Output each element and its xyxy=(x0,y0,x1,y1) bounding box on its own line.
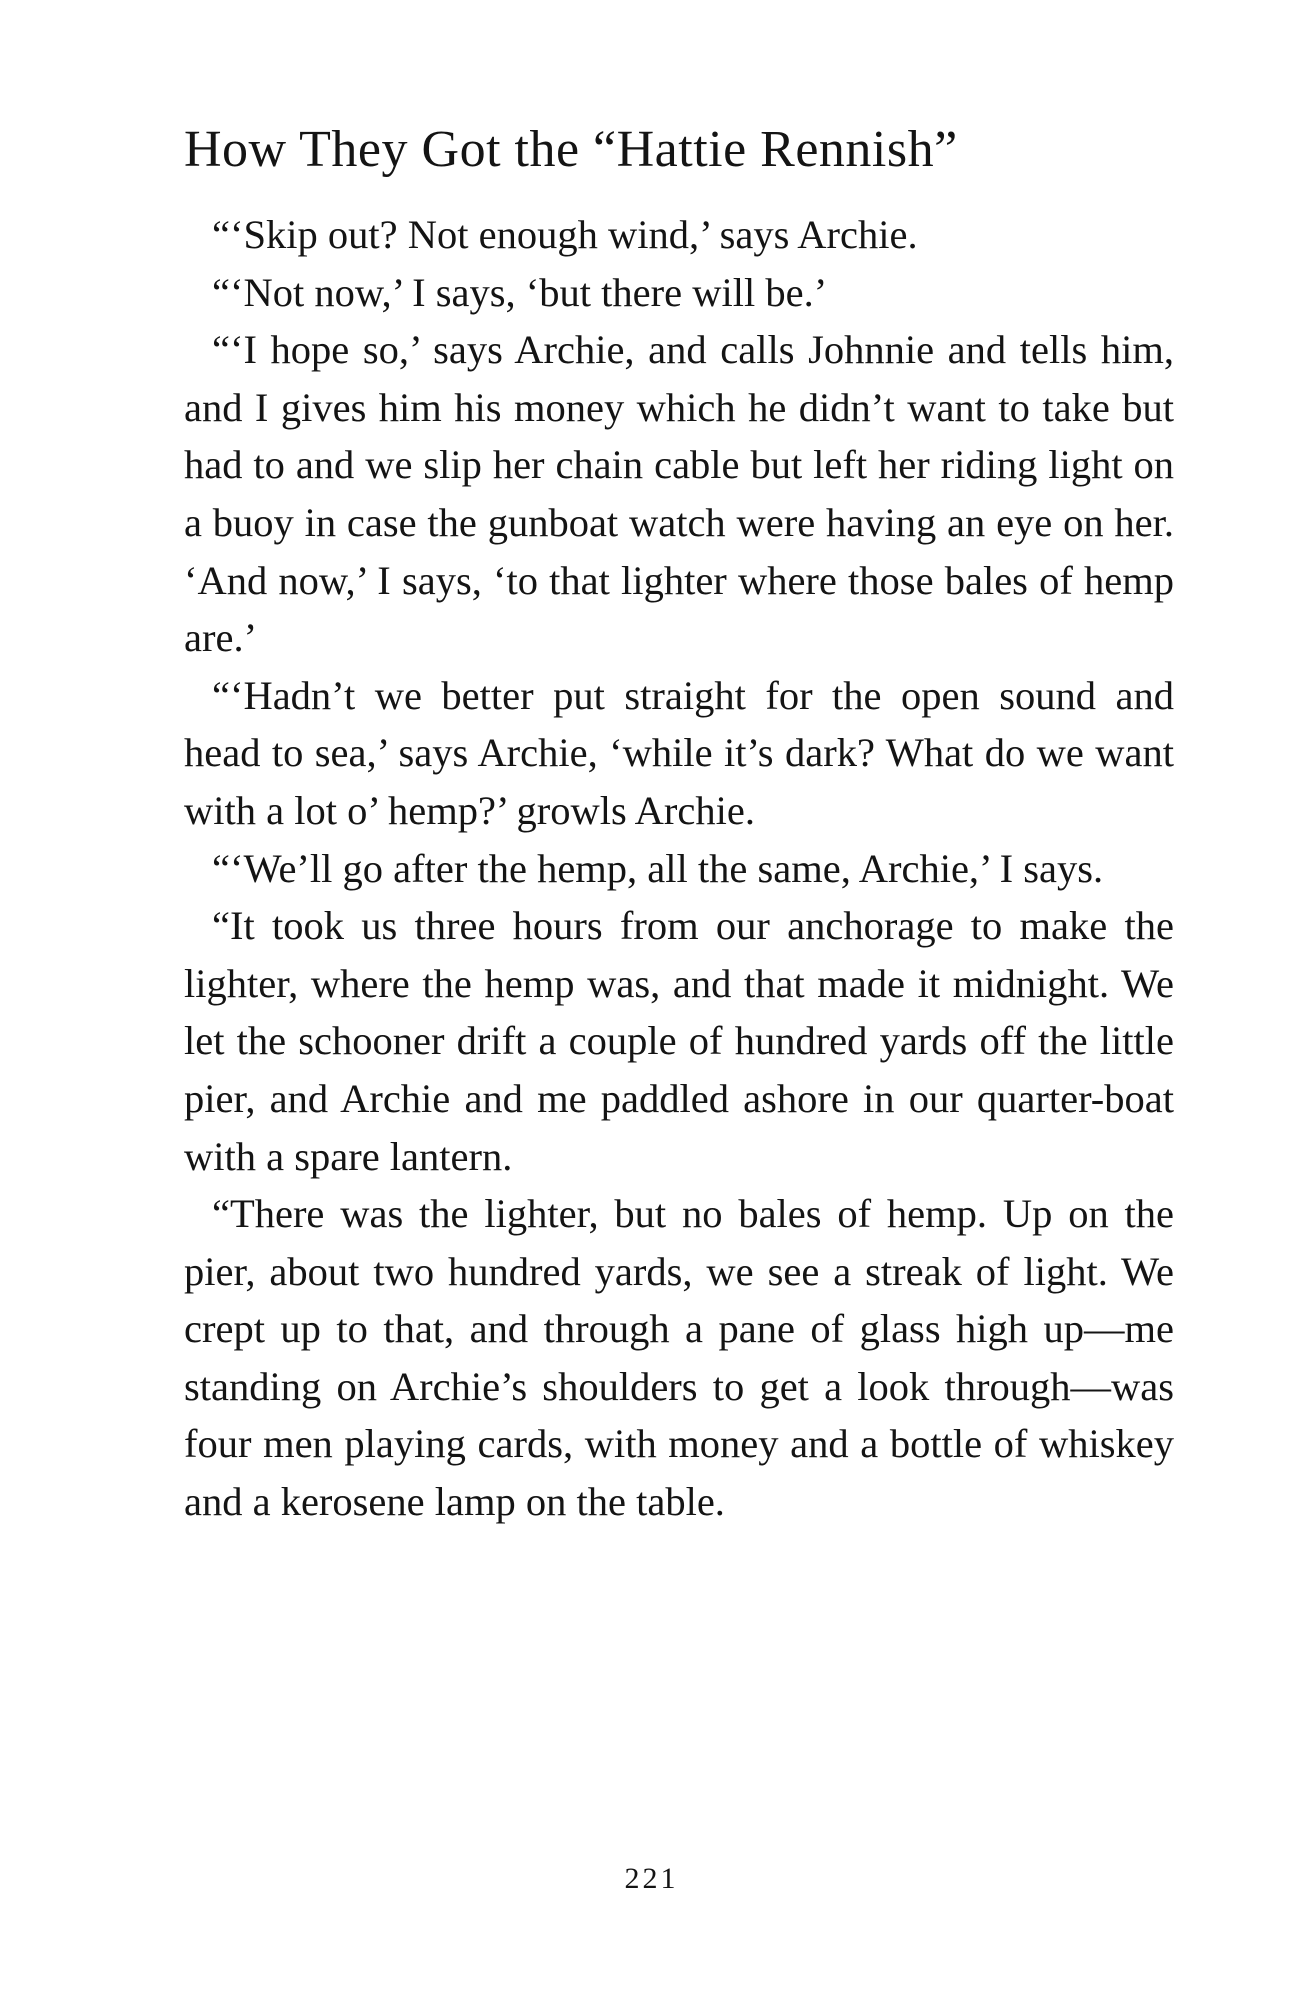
page-number: 221 xyxy=(624,1862,679,1895)
paragraph: “‘I hope so,’ says Archie, and calls Johnnie and tells him, and I gives him his money which he didn’t want to take but had to and we slip her chain cable but left her riding light on a buoy in case the gunboat watch were having an eye on her. ‘And now,’ I says, ‘to that lighter where those bales of hemp are.’ xyxy=(184,327,1174,661)
running-header: How They Got the “Hattie Rennish” xyxy=(184,121,958,178)
paragraph: “‘Not now,’ I says, ‘but there will be.’ xyxy=(212,269,828,315)
paragraph: “‘Skip out? Not enough wind,’ says Archie. xyxy=(212,212,918,257)
body-text xyxy=(184,206,1174,1531)
paragraph: “There was the lighter, but no bales of hemp. Up on the pier, about two hundred yards, we see a streak of light. We crept up to that, and through a pane of glass high up—me standing on Archie’s shoulders to get a look through—was four men playing cards, with money and a bottle of whiskey and a kerosene lamp on the table. xyxy=(184,1191,1174,1525)
paragraph: “‘We’ll go after the hemp, all the same, Archie,’ I says. xyxy=(212,845,1104,891)
paragraph: “It took us three hours from our anchorage to make the lighter, where the hemp was, and that made it midnight. We let the schooner drift a couple of hundred yards off the little pier, and Archie and me paddled ashore in our quarter-boat with a spare lantern. xyxy=(184,903,1174,1179)
paragraph: “‘Hadn’t we better put straight for the open sound and head to sea,’ says Archie, ‘while it’s dark? What do we want with a lot o’ hemp?’ growls Archie. xyxy=(184,672,1174,833)
